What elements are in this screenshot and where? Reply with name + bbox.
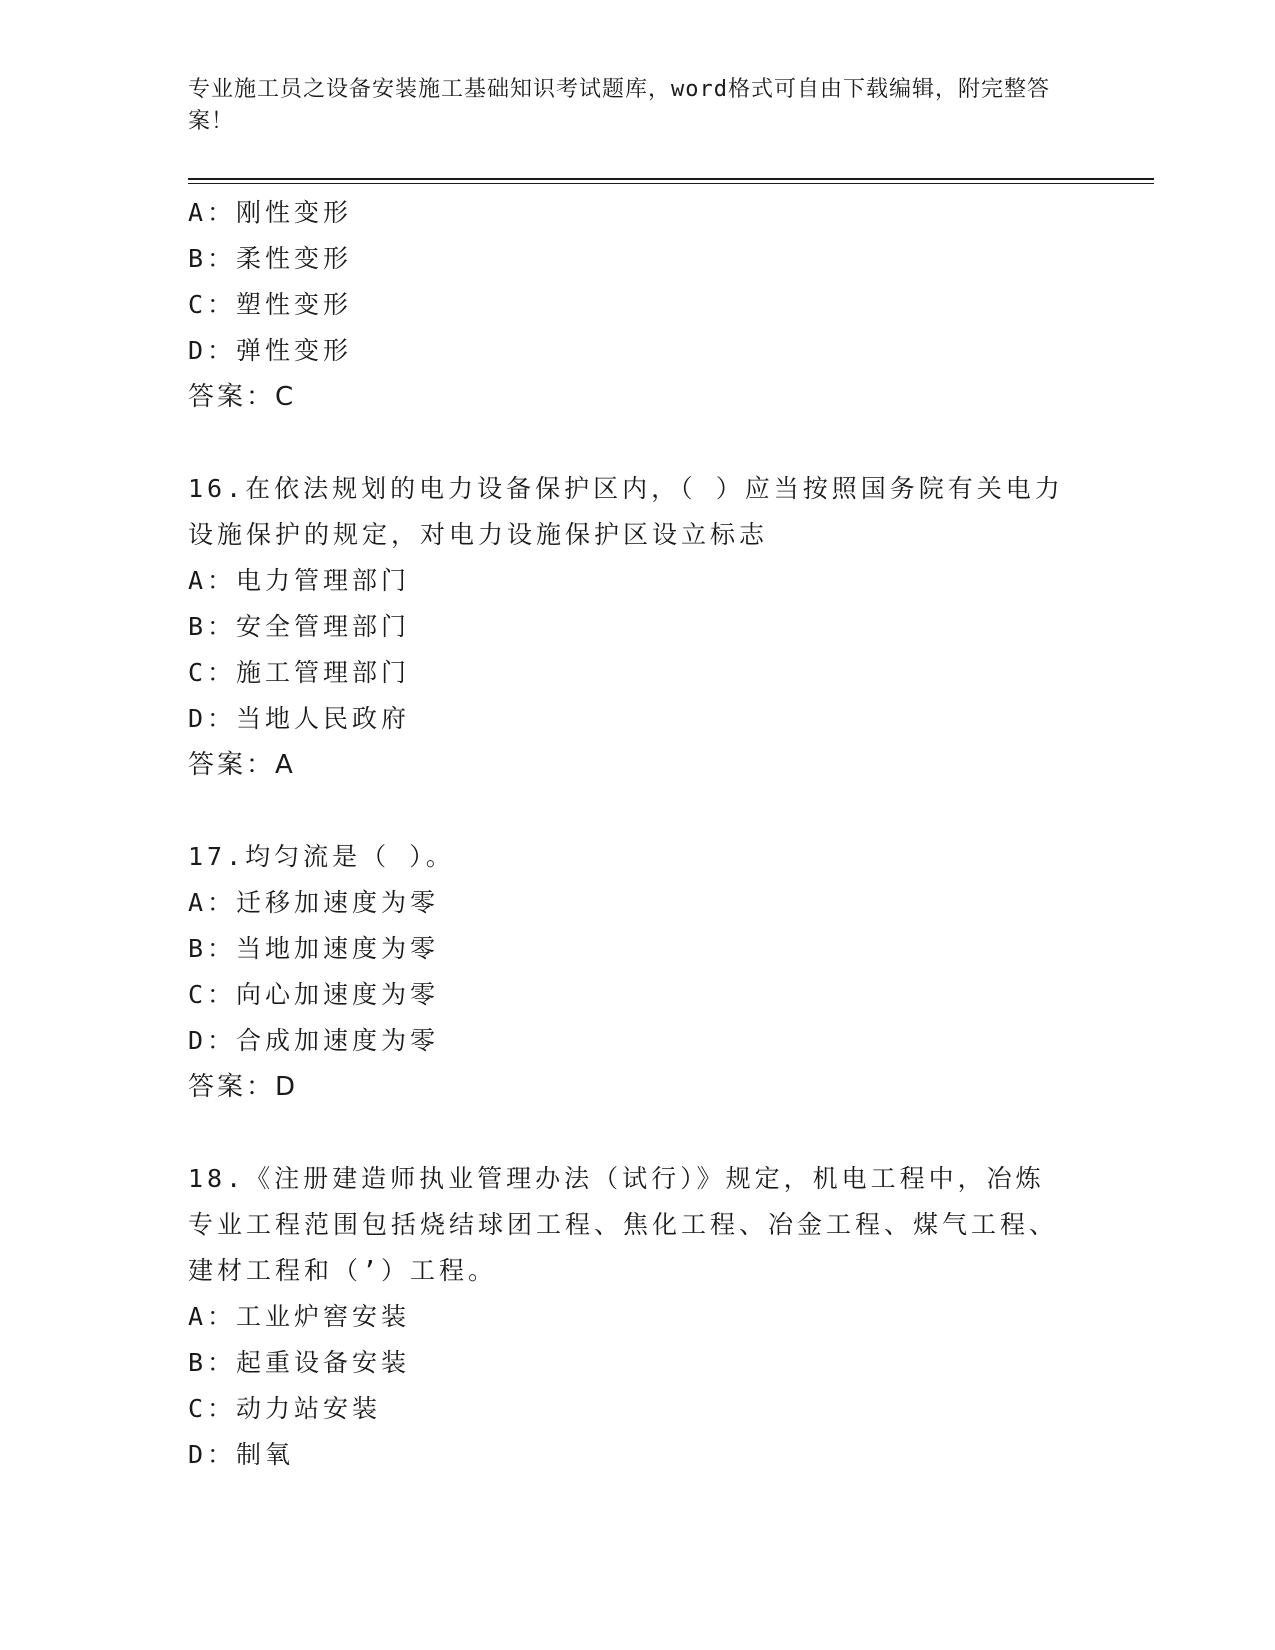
question-stem: 16.在依法规划的电力设备保护区内，（ ）应当按照国务院有关电力设施保护的规定，对电力设施保护区设立标志 bbox=[188, 474, 1064, 549]
question-15 bbox=[188, 190, 1088, 420]
option-b: B：起重设备安装 bbox=[188, 1348, 411, 1377]
answer-line: 答案：D bbox=[188, 1072, 299, 1102]
answer-line: 答案：A bbox=[188, 750, 296, 780]
option-c: C：动力站安装 bbox=[188, 1394, 382, 1423]
header-divider-thin bbox=[188, 183, 1154, 184]
question-16 bbox=[188, 466, 1088, 788]
option-a: A：工业炉窖安装 bbox=[188, 1302, 411, 1331]
page-header: 专业施工员之设备安装施工基础知识考试题库，word格式可自由下载编辑，附完整答案！ bbox=[188, 77, 1050, 134]
option-c: C：塑性变形 bbox=[188, 290, 353, 319]
option-d: D：合成加速度为零 bbox=[188, 1026, 440, 1055]
answer-line: 答案：C bbox=[188, 382, 297, 412]
option-a: A：电力管理部门 bbox=[188, 566, 411, 595]
option-b: B：当地加速度为零 bbox=[188, 934, 440, 963]
option-c: C：向心加速度为零 bbox=[188, 980, 440, 1009]
option-d: D：制氧 bbox=[188, 1440, 295, 1469]
question-18 bbox=[188, 1156, 1088, 1478]
option-b: B：安全管理部门 bbox=[188, 612, 411, 641]
question-stem: 18.《注册建造师执业管理办法（试行）》规定，机电工程中，冶炼专业工程范围包括烧结球团工程、焦化工程、冶金工程、煤气工程、建材工程和（’）工程。 bbox=[188, 1164, 1059, 1285]
spacer bbox=[188, 1110, 1088, 1156]
question-stem: 17.均匀流是（ ）。 bbox=[188, 842, 455, 871]
question-17 bbox=[188, 834, 1088, 1110]
header-divider-thick bbox=[188, 178, 1154, 180]
option-d: D：弹性变形 bbox=[188, 336, 353, 365]
option-b: B：柔性变形 bbox=[188, 244, 353, 273]
option-d: D：当地人民政府 bbox=[188, 704, 411, 733]
option-a: A：迁移加速度为零 bbox=[188, 888, 440, 917]
option-c: C：施工管理部门 bbox=[188, 658, 411, 687]
option-a: A：刚性变形 bbox=[188, 198, 353, 227]
spacer bbox=[188, 788, 1088, 834]
spacer bbox=[188, 420, 1088, 466]
question-list bbox=[188, 190, 1088, 1478]
